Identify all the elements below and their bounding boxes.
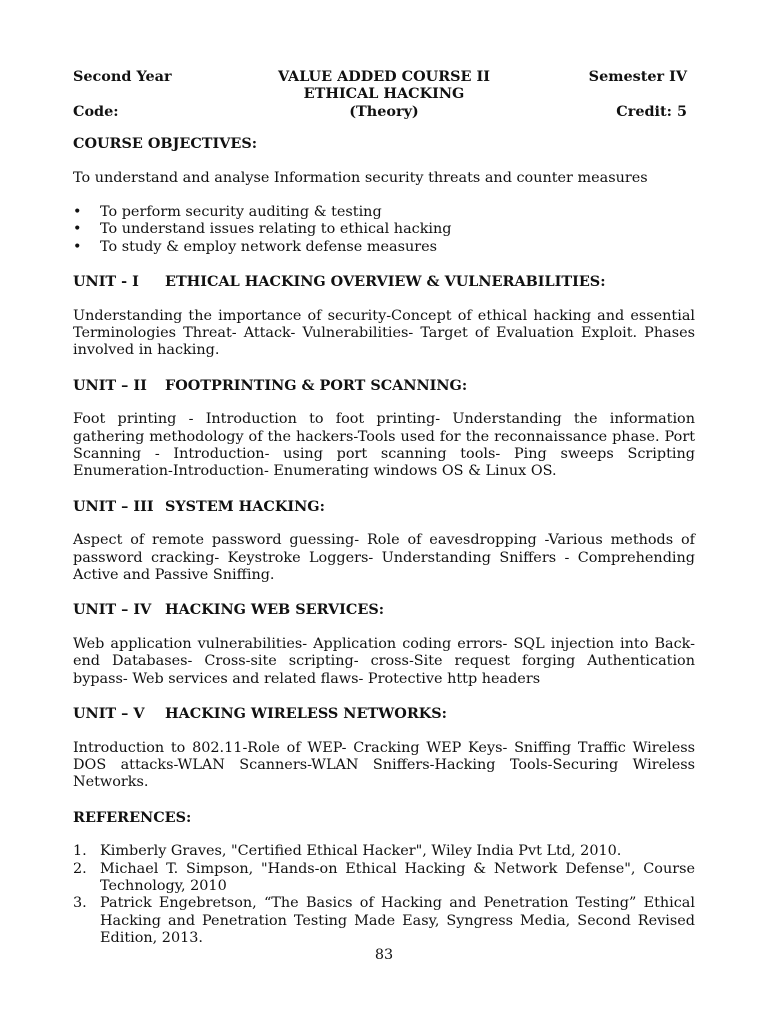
page-number: 83	[374, 947, 394, 963]
references-list	[73, 843, 695, 947]
unit-3-heading: UNIT – III SYSTEM HACKING:	[73, 497, 325, 515]
references-heading: REFERENCES:	[73, 808, 192, 826]
code-label: Code:	[73, 102, 119, 120]
objectives-heading: COURSE OBJECTIVES:	[73, 135, 258, 153]
header-row-3	[73, 103, 695, 120]
unit-2-heading: UNIT – II FOOTPRINTING & PORT SCANNING:	[73, 376, 468, 394]
semester-label: Semester IV	[588, 68, 687, 85]
unit-2-body: Foot printing - Introduction to foot printing- Understanding the information gathering methodology of the hackers-Tools used for the reconnaissance phase. Port Scanning - Introduction- using port scanning tools- Ping sweeps Scripting Enumeration-Introduction- Enumerating windows OS & Linux OS.	[73, 411, 695, 480]
unit-1-heading: UNIT - I ETHICAL HACKING OVERVIEW & VULNERABILITIES:	[73, 273, 606, 291]
unit-5-heading: UNIT – V HACKING WIRELESS NETWORKS:	[73, 705, 447, 723]
header-row-2	[73, 85, 695, 102]
credit-label: Credit: 5	[616, 102, 687, 120]
bullet-icon: •	[73, 238, 82, 255]
unit-3-body: Aspect of remote password guessing- Role of eavesdropping -Various methods of password cracking- Keystroke Loggers- Understanding Sniffers - Comprehending Active and Passive Sniffing.	[73, 532, 695, 584]
objectives-intro: To understand and analyse Information security threats and counter measures	[73, 169, 648, 186]
unit-1-body: Understanding the importance of security-Concept of ethical hacking and essential Terminologies Threat- Attack- Vulnerabilities- Target of Evaluation Exploit. Phases involved in hacking.	[73, 307, 695, 359]
objectives-list	[73, 204, 695, 256]
course-title: ETHICAL HACKING	[303, 85, 465, 103]
list-item: • To perform security auditing & testing	[73, 203, 382, 220]
list-item: • To study & employ network defense measures	[73, 238, 438, 255]
unit-4-heading: UNIT – IV HACKING WEB SERVICES:	[73, 601, 385, 619]
list-item: 2. Michael T. Simpson, "Hands-on Ethical Hacking & Network Defense", Course Technology, 2010	[73, 860, 695, 894]
theory-label: (Theory)	[349, 102, 419, 120]
header-row-1	[73, 68, 695, 85]
bullet-icon: •	[73, 203, 82, 220]
list-item: 3. Patrick Engebretson, “The Basics of Hacking and Penetration Testing” Ethical Hacking and Penetration Testing Made Easy, Syngress Media, Second Revised Edition, 2013.	[73, 895, 695, 947]
list-item: 1. Kimberly Graves, "Certified Ethical Hacker", Wiley India Pvt Ltd, 2010.	[73, 843, 622, 860]
course-label: VALUE ADDED COURSE II	[278, 68, 490, 85]
unit-5-body: Introduction to 802.11-Role of WEP- Cracking WEP Keys- Sniffing Traffic Wireless DOS attacks-WLAN Scanners-WLAN Sniffers-Hacking Tools-Securing Wireless Networks.	[73, 739, 695, 791]
syllabus-page	[73, 68, 695, 948]
bullet-icon: •	[73, 221, 82, 238]
unit-4-body: Web application vulnerabilities- Application coding errors- SQL injection into Back-end Databases- Cross-site scripting- cross-Site request forging Authentication bypass- Web services and related flaws- Protective http headers	[73, 635, 695, 687]
year-label: Second Year	[73, 68, 172, 85]
list-item: • To understand issues relating to ethical hacking	[73, 221, 452, 238]
